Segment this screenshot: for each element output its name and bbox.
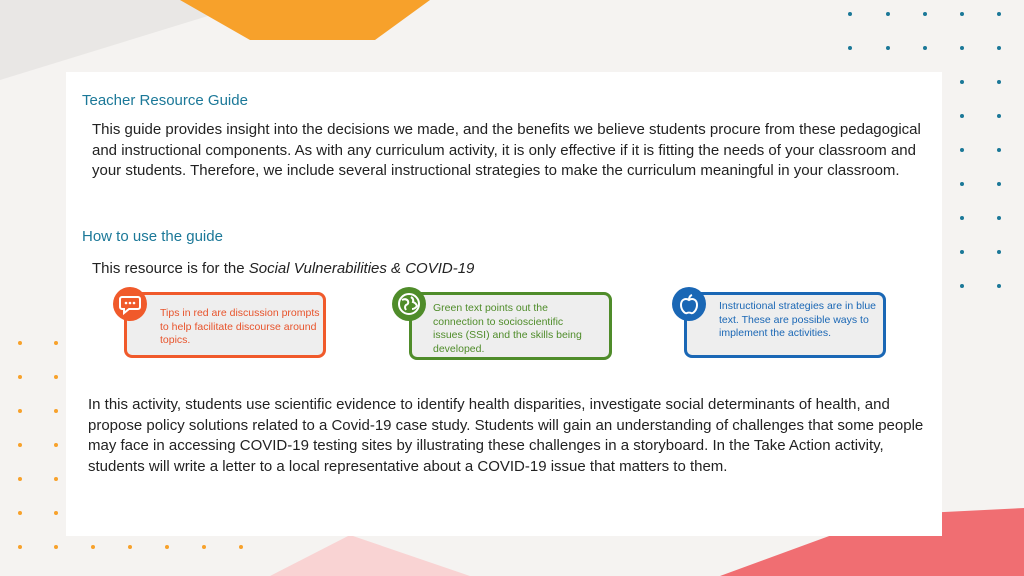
tip-box-green xyxy=(409,292,612,360)
resource-line xyxy=(92,259,474,280)
resource-name: Social Vulnerabilities & COVID-19 xyxy=(248,260,475,277)
content-card xyxy=(66,72,942,536)
tip-text-red: Tips in red are discussion prompts to help facilitate discourse around topics. xyxy=(160,307,320,346)
tip-text-blue: Instructional strategies are in blue text. These are possible ways to implement the activities. xyxy=(719,300,877,339)
background-orange-shape xyxy=(180,0,430,40)
globe-icon xyxy=(392,287,426,321)
guide-title: Teacher Resource Guide xyxy=(82,92,248,109)
guide-intro-paragraph: This guide provides insight into the decisions we made, and the benefits we believe students procure from these pedagogical and instructional components. As with any curriculum activity, it is only effective if it is fitting the needs of your classroom and your students. Therefore, we include several instructional strategies to make the curriculum meaningful in your classroom. xyxy=(92,121,921,179)
speech-bubble-icon xyxy=(113,287,147,321)
how-to-title: How to use the guide xyxy=(82,228,223,245)
background-light-pink-shape xyxy=(270,535,470,576)
tip-box-blue xyxy=(684,292,886,358)
tip-text-green: Green text points out the connection to socioscientific issues (SSI) and the skills being developed. xyxy=(433,302,582,355)
activity-paragraph: In this activity, students use scientific evidence to identify health disparities, investigate social determinants of health, and propose policy solutions related to a Covid-19 case study. Students will gain an understanding of challenges that some people may face in accessing COVID-19 testing sites by illustrating these challenges in a storyboard. In the Take Action activity, students will write a letter to a local representative about a COVID-19 issue that matters to them. xyxy=(88,396,924,475)
apple-icon xyxy=(672,287,706,321)
resource-prefix: This resource is for the xyxy=(92,260,249,277)
tip-box-red xyxy=(124,292,326,358)
